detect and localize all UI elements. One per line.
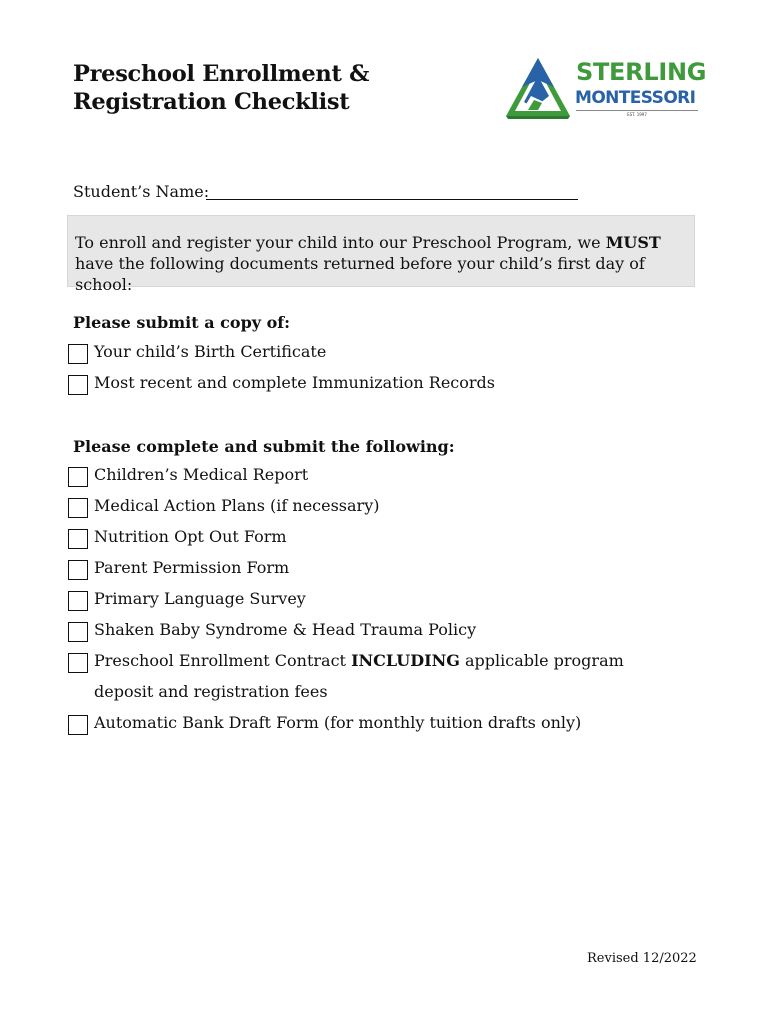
title-line-2: Registration Checklist: [73, 89, 350, 115]
label-end: applicable program deposit and registration fees: [94, 651, 624, 701]
section-heading-copy: Please submit a copy of:: [73, 313, 291, 332]
checklist-item-label: [94, 645, 654, 707]
triangle-logo-icon: [504, 56, 572, 120]
checkbox[interactable]: [68, 529, 88, 549]
checklist-item-label: Most recent and complete Immunization Records: [94, 373, 495, 392]
student-name-label: Student’s Name:: [73, 182, 210, 201]
checklist-item-label: Parent Permission Form: [94, 558, 290, 577]
checklist-item-label: Medical Action Plans (if necessary): [94, 496, 380, 515]
label-emphasis: INCLUDING: [351, 651, 460, 670]
checkbox[interactable]: [68, 591, 88, 611]
checkbox[interactable]: [68, 715, 88, 735]
checkbox[interactable]: [68, 375, 88, 395]
label-start: Preschool Enrollment Contract: [94, 651, 352, 670]
notice-box: [67, 215, 695, 294]
checkbox[interactable]: [68, 498, 88, 518]
checkbox[interactable]: [68, 653, 88, 673]
logo-divider: [576, 110, 698, 111]
checklist-item-label: Automatic Bank Draft Form (for monthly tuition drafts only): [94, 713, 582, 732]
checklist-item-label: Children’s Medical Report: [94, 465, 309, 484]
logo-text-sterling: STERLING: [576, 58, 707, 86]
page-title: [73, 60, 369, 116]
logo-established: EST. 1997: [627, 112, 647, 117]
notice-text: [75, 232, 689, 295]
title-line-1: Preschool Enrollment &: [73, 61, 370, 87]
notice-text-start: To enroll and register your child into our Preschool Program, we: [75, 233, 606, 252]
revision-date: Revised 12/2022: [587, 951, 697, 966]
notice-emphasis: MUST: [605, 233, 661, 252]
student-name-field[interactable]: [206, 199, 578, 200]
checklist-item-label: Your child’s Birth Certificate: [94, 342, 327, 361]
checkbox[interactable]: [68, 467, 88, 487]
section-heading-complete: Please complete and submit the following:: [73, 437, 455, 456]
checkbox[interactable]: [68, 344, 88, 364]
checkbox[interactable]: [68, 622, 88, 642]
sterling-montessori-logo: [504, 56, 707, 120]
checklist-item-label: Primary Language Survey: [94, 589, 306, 608]
checklist-item-label: Nutrition Opt Out Form: [94, 527, 287, 546]
checklist-item-label: Shaken Baby Syndrome & Head Trauma Policy: [94, 620, 477, 639]
checkbox[interactable]: [68, 560, 88, 580]
logo-text-montessori: MONTESSORI: [575, 88, 696, 108]
notice-text-end: have the following documents returned before your child’s first day of school:: [75, 254, 645, 294]
